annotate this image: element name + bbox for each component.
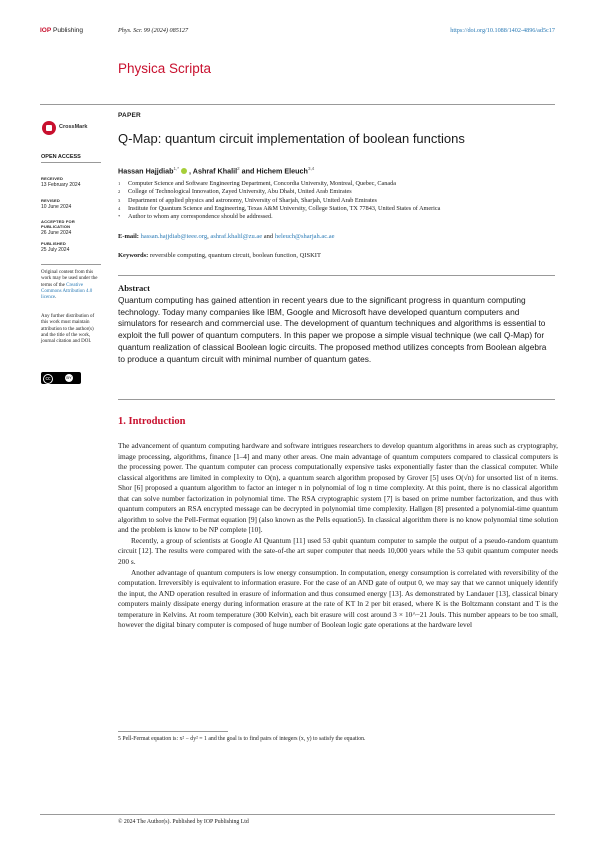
paragraph: Recently, a group of scientists at Google AI Quantum [11] used 53 qubit quantum computer to sample the output of a pseudo-random quantum circuit [12]. The results were compared with the sate-of-the art super computer that needs 10,000 years while the 53 qubit quantum computer needs 200 s. — [118, 535, 558, 567]
crossmark-icon — [42, 121, 56, 135]
affiliations — [118, 180, 558, 221]
orcid-icon[interactable] — [181, 168, 187, 174]
open-access-label: OPEN ACCESS — [41, 154, 81, 160]
distribution-note: Any further distribution of this work must maintain attribution to the author(s) and the title of the work, journal citation and DOI. — [41, 314, 95, 345]
abstract — [118, 283, 555, 365]
revised-date: REVISED 10 June 2024 — [41, 198, 72, 210]
paragraph: Another advantage of quantum computers is low energy consumption. In computation, energy consumption is correlated with reversibility of the computation. Irreversibly is equivalent to information erasure. For the case of an AND gate of output 0, we may say that we cannot uniquely identify the input, the AND operation resulted in erasure of information and thus consumed energy [13]. As demonstrated by Landauer [13], classical binary computers mainly dissipate energy during information erasure at the rate of KT ln 2 per bit erased, where K is the Boltzmann constant and T is the temperature in Kelvins. At room temperature (300 Kelvin), each bit erasure will cost around 3 × 10^−21 Jouls. This number appears to be too small, however the digital binary computer is composed of huge number of Boolean logic gate operations at the hardware level — [118, 567, 558, 630]
publisher-logo[interactable]: IOP Publishing — [40, 27, 84, 34]
article-title: Q-Map: quantum circuit implementation of boolean functions — [118, 131, 465, 146]
sidebar-divider — [41, 162, 101, 163]
journal-citation: Phys. Scr. 99 (2024) 085127 — [118, 27, 189, 34]
footnote: 5 Pell-Fermat equation is: x² − dy² = 1 and the goal is to find pairs of integers (x, y) to satisfy the equation. — [118, 736, 366, 742]
header-divider — [40, 104, 555, 105]
footnote-divider — [118, 731, 228, 732]
affiliation-item: 2 College of Technological Innovation, Zayed University, Abu Dhabi, United Arab Emirates — [118, 188, 352, 196]
running-header — [40, 27, 555, 39]
body-text — [118, 441, 558, 631]
article-type: PAPER — [118, 112, 141, 119]
author-name[interactable]: Ashraf Khalil — [192, 166, 238, 176]
received-date: RECEIVED 13 February 2024 — [41, 176, 81, 188]
footer-divider — [40, 814, 555, 815]
email-link[interactable]: hassan.hajjdiab@ieee.org — [140, 233, 208, 240]
email-link[interactable]: heleuch@sharjah.ac.ae — [274, 233, 335, 240]
author-name[interactable]: Hichem Eleuch — [256, 166, 308, 176]
accepted-date: ACCEPTED FOR PUBLICATION 26 June 2024 — [41, 219, 75, 236]
email-line: E-mail: hassan.hajjdiab@ieee.org, ashraf.khalil@zu.ae and heleuch@sharjah.ac.ae — [118, 233, 335, 240]
cc-icon: cc — [43, 374, 53, 384]
crossmark-button[interactable] — [42, 121, 102, 137]
published-date: PUBLISHED 25 July 2024 — [41, 241, 70, 253]
author-name[interactable]: Hassan Hajjdiab — [118, 166, 174, 176]
section-heading: 1. Introduction — [118, 416, 186, 427]
affiliation-item: 1 Computer Science and Software Engineering Department, Concordia University, Montreal, Quebec, Canada — [118, 180, 396, 187]
cc-by-license-badge[interactable] — [41, 372, 81, 384]
abstract-divider — [118, 275, 555, 276]
license-note: Original content from this work may be used under the terms of the Creative Commons Attribution 4.0 licence. — [41, 270, 98, 301]
crossmark-label: CrossMark — [59, 124, 88, 130]
abstract-divider — [118, 399, 555, 400]
affiliation-item: 4 Institute for Quantum Science and Engineering, Texas A&M University, College Station, TX 77843, United States of America — [118, 204, 441, 212]
abstract-text: Quantum computing has gained attention in recent years due to the significant progress in quantum computing technology. Today many companies like IBM, Google and Microsoft have developed quantum computers and simulators for research and commercial use. The development of quantum techniques and algorithms is essential to exploit the full power of quantum computers. In this paper we propose a simple visual technique (we call Q-Map) for quantum realization of classical Boolean logic circuits. The proposed method utilizes concepts from Boolean algebra to produce a quantum circuit with minimal number of quantum gates. — [118, 295, 547, 364]
license-link[interactable]: Creative Commons Attribution 4.0 licence — [41, 282, 93, 301]
journal-title[interactable]: Physica Scripta — [118, 61, 212, 76]
affiliation-item: 3 Department of applied physics and astronomy, University of Sharjah, Sharjah, United Arab Emirates — [118, 196, 377, 204]
copyright: © 2024 The Author(s). Published by IOP Publishing Ltd — [118, 819, 249, 825]
by-icon: BY — [66, 375, 72, 380]
keywords: Keywords: reversible computing, quantum circuit, boolean function, QISKIT — [118, 252, 321, 259]
affiliation-item: * Author to whom any correspondence should be addressed. — [118, 213, 273, 221]
email-link[interactable]: ashraf.khalil@zu.ae — [210, 233, 263, 240]
abstract-heading: Abstract — [118, 283, 150, 293]
sidebar-divider — [41, 264, 101, 265]
doi-link[interactable]: https://doi.org/10.1088/1402-4896/ad5c17 — [450, 27, 555, 34]
author-list: Hassan Hajjdiab$^{1,*}$ , Ashraf Khalil$^2$ and Hichem Eleuch$^{3,4}$ — [118, 166, 315, 176]
paragraph: The advancement of quantum computing hardware and software intrigues researchers to develop quantum algorithms in areas such as cryptography, image processing, algorithms, finance [1–4] and many other areas. One main advantage of quantum computers compared to classical computers is the processing power. The quantum computer can process computationally expensive tasks exponentially faster than the classical computer. While classical algorithms are limited in complexity to O(n), a quantum search algorithm proposed by Grover [5] uses O(√n) for unsorted list of n items. Shor [6] proposed a quantum algorithm to factor an integer n in polynomial of log n time complexity. At this point, there is no classical algorithm that can solve number factorization in polynomial time. The RSA cryptographic system [7] is based on prime number factorization, and thus with quantum computers an RSA encrypted message can be decrypted in polynomial time complexity. Hallgen [8] presented a polynomial-time quantum algorithm to solve the Pell-Fermat equation [9] (also known as the Pells equation5). In classical algorithm there is no know polynomial time solution and the problem is know to be NP complete [10]. — [118, 441, 558, 535]
